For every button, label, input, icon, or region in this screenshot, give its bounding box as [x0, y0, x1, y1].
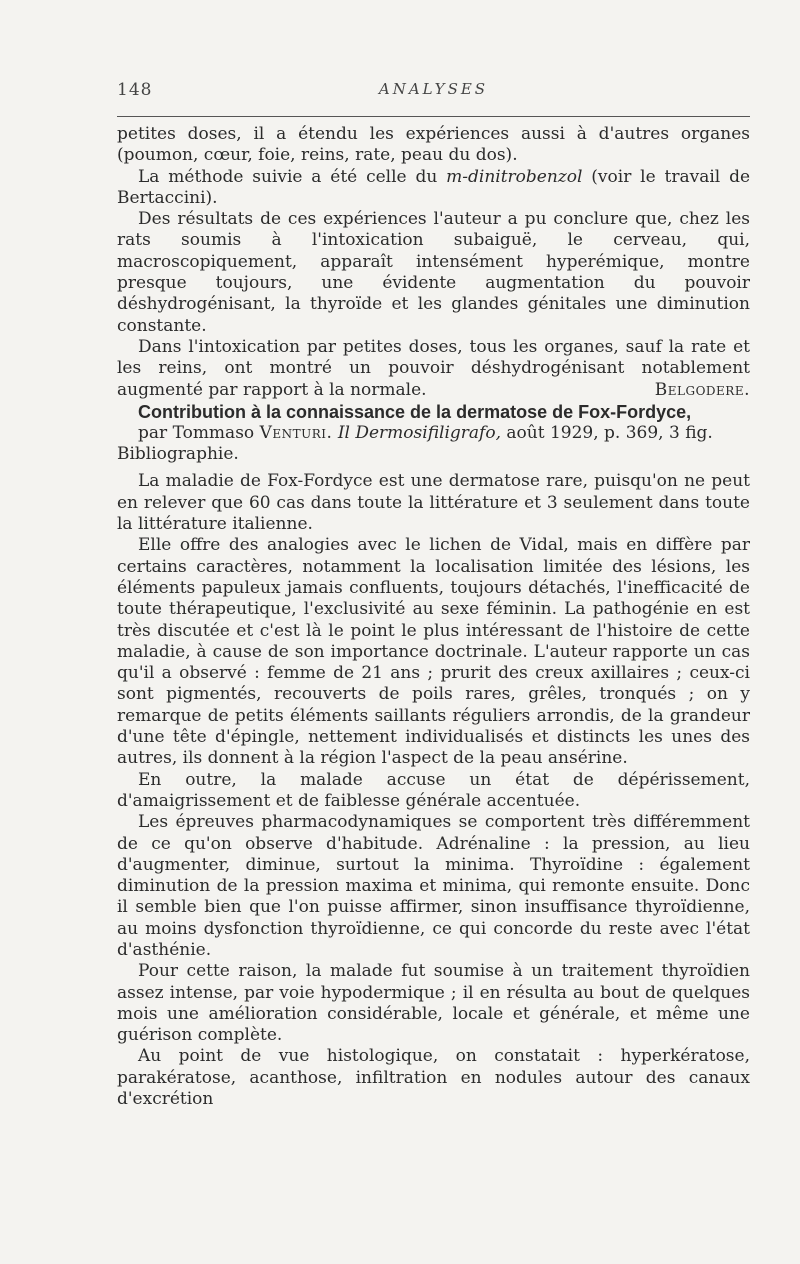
page-number: 148 [117, 80, 153, 100]
author-last-name: Venturi. [259, 422, 333, 443]
previous-entry-paragraph: Des résultats de ces expériences l'auteur a pu conclure que, chez les rats soumis à l'intoxication subaiguë, le cerveau, qui, macroscopiquement, apparaît intensément hyperémique, montre presque toujours, une évidente augmentation du pouvoir déshydrogénisant, la thyroïde et les glandes génitales une diminution constante. [117, 209, 750, 336]
author-first-name: Tommaso [172, 422, 255, 443]
method-text: La méthode suivie a été celle du [138, 166, 438, 187]
reviewer-signature: Belgodere. [654, 379, 750, 400]
previous-entry-paragraph: Dans l'intoxication par petites doses, tous les organes, sauf la rate et les reins, ont montré un pouvoir déshydrogénisant notablement augmenté par rapport à la normale. [117, 336, 750, 400]
page-header [117, 80, 750, 110]
previous-entry-paragraph [117, 167, 750, 210]
entry-paragraph: Les épreuves pharmacodynamiques se comportent très différemment de ce qu'on observe d'habitude. Adrénaline : la pression, au lieu d'augmenter, diminue, surtout la minima. Thyroïdine : également diminution de la pression maxima et minima, qui remonte ensuite. Donc il semble bien que l'on puisse affirmer, sinon insuffisance thyroïdienne, au moins dysfonction thyroïdienne, ce qui concorde du reste avec l'état d'asthénie. [117, 812, 750, 960]
method-reference: (voir le travail de Bertaccini). [117, 166, 751, 208]
entry-paragraph: En outre, la malade accuse un état de dépérissement, d'amaigrissement et de faiblesse générale accentuée. [117, 769, 750, 811]
entry-paragraph: Elle offre des analogies avec le lichen de Vidal, mais en diffère par certains caractères, notamment la localisation limitée des lésions, les éléments papuleux jamais confluents, toujours détachés, l'inefficacité de toute thérapeutique, l'exclusivité au sexe féminin. La pathogénie en est très discutée et c'est là le point le plus intéressant de l'histoire de cette maladie, à cause de son importance doctrinale. L'auteur rapporte un cas qu'il a observé : femme de 21 ans ; prurit des creux axillaires ; ceux-ci sont pigmentés, recouverts de poils rares, grêles, tronqués ; on y remarque de petits éléments saillants réguliers arrondis, de la grandeur d'une tête d'épingle, nettement individualisés et distincts les unes des autres, ils donnent à la région l'aspect de la peau ansérine. [117, 535, 750, 769]
entry-title: Contribution à la connaissance de la dermatose de Fox-Fordyce, [138, 401, 692, 422]
journal-name: Il Dermosifiligrafo, [337, 422, 501, 443]
entry-paragraph: Au point de vue histologique, on constatait : hyperkératose, parakératose, acanthose, infiltration en nodules autour des canaux d'excrétion [117, 1046, 750, 1110]
header-rule [117, 116, 750, 117]
previous-entry-paragraph: petites doses, il a étendu les expériences aussi à d'autres organes (poumon, cœur, foie, reins, rate, peau du dos). [117, 124, 750, 166]
running-title: ANALYSES [378, 80, 489, 98]
entry-by: par [138, 422, 168, 443]
compound-name: m-dinitrobenzol [446, 166, 583, 187]
page-body [117, 124, 750, 1110]
entry-heading [117, 401, 750, 423]
citation-details: août 1929, p. 369, 3 fig. Bibliographie. [117, 422, 713, 465]
entry-citation [117, 423, 750, 466]
entry-paragraph: La maladie de Fox-Fordyce est une dermatose rare, puisqu'on ne peut en relever que 60 cas dans toute la littérature et 3 seulement dans toute la littérature italienne. [117, 471, 750, 535]
entry-paragraph: Pour cette raison, la malade fut soumise à un traitement thyroïdien assez intense, par voie hypodermique ; il en résulta au bout de quelques mois une amélioration considérable, locale et générale, et même une guérison complète. [117, 961, 750, 1046]
